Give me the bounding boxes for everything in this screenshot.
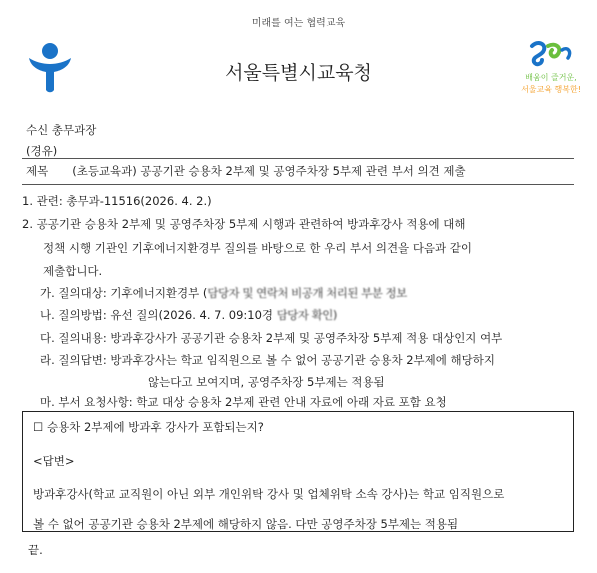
box-question: ☐ 승용차 2부제에 방과후 강사가 포함되는지? — [33, 420, 264, 434]
slogan-line2: 서울교육 행복한! — [521, 85, 581, 94]
box-answer-line-2: 볼 수 없어 공공기관 승용차 2부제에 해당하지 않음. 다만 공영주차장 5부제는 적용됨 — [33, 517, 459, 531]
item-ra-line-1: 라. 질의답변: 방과후강사는 학교 임직원으로 볼 수 없어 공공기관 승용차 2부제에 해당하지 — [40, 353, 495, 367]
box-answer-label: <답변> — [33, 454, 75, 468]
item-na-text: 나. 질의방법: 유선 질의(2026. 4. 7. 09:10경 — [40, 308, 274, 322]
organization-name: 서울특별시교육청 — [225, 62, 372, 84]
box-answer-line-1: 방과후강사(학교 교직원이 아닌 외부 개인위탁 강사 및 업체위탁 소속 강사)는 학교 임직원으로 — [33, 487, 505, 501]
slogan-line1: 배움이 즐거운, — [525, 73, 577, 82]
header-motto: 미래를 여는 협력교육 — [251, 18, 346, 29]
recipient: 수신 총무과장 — [26, 123, 97, 137]
item-na — [40, 307, 337, 323]
item-2-line-1: 2. 공공기관 승용차 2부제 및 공영주차장 5부제 시행과 관련하여 방과후강사 적용에 대해 — [22, 217, 466, 231]
item-ga — [40, 285, 407, 301]
item-ma: 마. 부서 요청사항: 학교 대상 승용차 2부제 관련 안내 자료에 아래 자료 포함 요청 — [40, 395, 447, 409]
redacted-contact: 담당자 및 연락처 비공개 처리된 부분 정보 — [207, 286, 407, 300]
end-mark: 끝. — [28, 543, 43, 557]
item-ra-line-2: 않는다고 보여지며, 공영주차장 5부제는 적용됨 — [148, 375, 385, 389]
item-2-line-3: 제출합니다. — [43, 264, 103, 278]
subject-row — [26, 163, 466, 179]
answer-box — [22, 411, 574, 532]
item-1: 1. 관련: 총무과-11516(2026. 4. 2.) — [22, 194, 212, 208]
subject-bottom-rule — [22, 184, 574, 185]
via: (경유) — [26, 144, 58, 158]
slogan-logo — [518, 40, 584, 100]
item-da: 다. 질의내용: 방과후강사가 공공기관 승용차 2부제 및 공영주차장 5부제 적용 대상인지 여부 — [40, 331, 503, 345]
subject-text: (초등교육과) 공공기관 승용차 2부제 및 공영주차장 5부제 관련 부서 의견 제출 — [72, 164, 466, 178]
subject-top-rule — [22, 158, 574, 159]
subject-label: 제목 — [26, 164, 49, 178]
item-2-line-2: 정책 시행 기관인 기후에너지환경부 질의를 바탕으로 한 우리 부서 의견을 다음과 같이 — [43, 241, 473, 255]
redacted-confirm: 담당자 확인) — [276, 308, 337, 322]
item-ga-text: 가. 질의대상: 기후에너지환경부 ( — [40, 286, 208, 300]
